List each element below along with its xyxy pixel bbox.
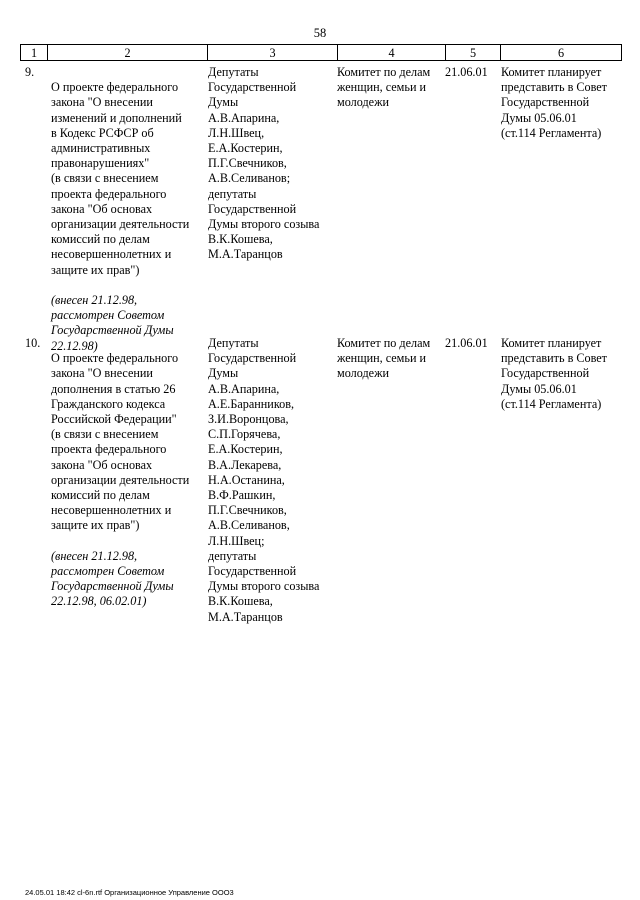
column-number-2: 2	[48, 45, 208, 61]
bill-plan: Комитет планирует представить в Совет Государственной Думы 05.06.01 (ст.114 Регламента)	[501, 336, 608, 411]
bill-date: 21.06.01	[445, 336, 488, 350]
bill-committee: Комитет по делам женщин, семьи и молодежи	[337, 336, 431, 381]
column-number-4: 4	[338, 45, 446, 61]
column-number-1: 1	[21, 45, 48, 61]
bill-authors: Депутаты Государственной Думы А.В.Апарина, А.Е.Баранников, З.И.Воронцова, С.П.Горячева, Е.А.Костерин, В.А.Лекарева, Н.А.Останина, В.Ф.Рашкин, П.Г.Свечников, А.В.Селиванов, Л.Н.Швец; депутаты Государственной Думы второго созыва В.К.Кошева, М.А.Таранцов	[208, 336, 320, 624]
bill-note: (внесен 21.12.98, рассмотрен Советом Государственной Думы 22.12.98)	[51, 293, 174, 353]
bill-date: 21.06.01	[445, 65, 488, 79]
column-number-5: 5	[446, 45, 501, 61]
print-footer: 24.05.01 18:42 cl-6n.rtf Организационное Управление ООО3	[25, 888, 234, 897]
column-header-row	[20, 44, 622, 61]
bill-title-cell	[51, 336, 209, 625]
bill-title: О проекте федерального закона "О внесении изменений и дополнений в Кодекс РСФСР об административных правонарушениях" (в связи с внесением проекта федерального закона "Об основах организации деятельности комиссий по делам несовершеннолетних и защите их прав")	[51, 80, 190, 277]
bill-plan: Комитет планирует представить в Совет Государственной Думы 05.06.01 (ст.114 Регламента)	[501, 65, 608, 140]
bill-title-cell	[51, 65, 209, 369]
bill-title: О проекте федерального закона "О внесении дополнения в статью 26 Гражданского кодекса Российской Федерации" (в связи с внесением проекта федерального закона "Об основах организации деятельности комиссий по делам несовершеннолетних и защите их прав")	[51, 351, 190, 533]
bill-note: (внесен 21.12.98, рассмотрен Советом Государственной Думы 22.12.98, 06.02.01)	[51, 548, 174, 609]
page-number: 58	[313, 26, 327, 40]
column-number-6: 6	[501, 45, 622, 61]
row-number: 9.	[25, 65, 35, 79]
column-number-3: 3	[208, 45, 338, 61]
bill-authors: Депутаты Государственной Думы А.В.Апарина, Л.Н.Швец, Е.А.Костерин, П.Г.Свечников, А.В.Селиванов; депутаты Государственной Думы второго созыва В.К.Кошева, М.А.Таранцов	[208, 65, 320, 262]
bill-committee: Комитет по делам женщин, семьи и молодежи	[337, 65, 431, 110]
row-number: 10.	[25, 336, 41, 350]
